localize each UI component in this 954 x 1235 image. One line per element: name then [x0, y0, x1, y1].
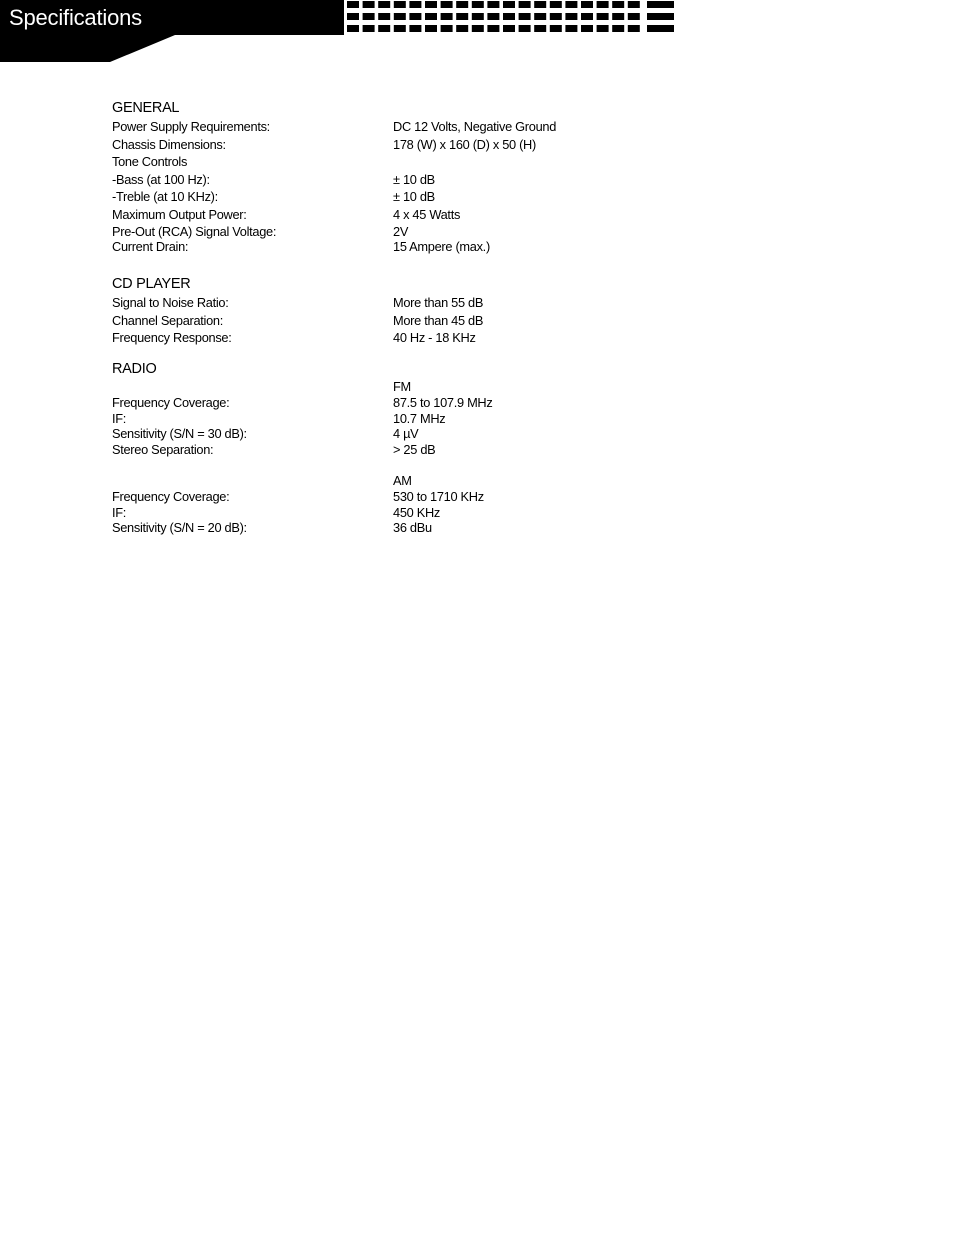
header-grid-square	[378, 1, 390, 8]
spec-label: -Bass (at 100 Hz):	[112, 171, 210, 187]
header-grid-square	[441, 13, 453, 20]
header-grid-square	[519, 1, 531, 8]
header-grid-square	[456, 13, 468, 20]
spec-label: Sensitivity (S/N = 30 dB):	[112, 426, 247, 442]
spec-label: Frequency Coverage:	[112, 394, 230, 410]
header-grid-square	[425, 13, 437, 20]
header-grid-square	[487, 13, 499, 20]
header-grid-square	[628, 1, 640, 8]
header-grid-square	[425, 25, 437, 32]
spec-value: 450 KHz	[393, 504, 440, 520]
header-grid-square	[628, 25, 640, 32]
spec-row	[112, 520, 812, 536]
header-grid-square	[487, 25, 499, 32]
header-grid-square	[347, 13, 359, 20]
spec-label: Current Drain:	[112, 239, 189, 255]
spec-value: ± 10 dB	[393, 171, 435, 187]
header-grid-square	[612, 1, 624, 8]
header-grid-square	[441, 25, 453, 32]
header-bar	[0, 0, 954, 62]
spec-row	[112, 442, 812, 458]
spec-row	[112, 188, 812, 206]
spacer	[112, 458, 812, 473]
header-grid-square	[394, 1, 406, 8]
spec-row	[112, 136, 812, 154]
spec-value: 4 µV	[393, 426, 419, 442]
header-grid-square	[534, 13, 546, 20]
band-label-am: AM	[393, 472, 412, 488]
header-grid-square	[550, 25, 562, 32]
header-grid-square	[581, 25, 593, 32]
spec-value: 4 x 45 Watts	[393, 206, 461, 222]
header-grid-square	[378, 13, 390, 20]
header-grid-square	[456, 1, 468, 8]
header-grid-square	[409, 1, 421, 8]
specifications-list	[112, 99, 812, 536]
spec-label: Frequency Coverage:	[112, 488, 230, 504]
header-grid-square	[519, 13, 531, 20]
header-grid-square	[503, 25, 515, 32]
spec-row	[112, 505, 812, 521]
band-label-fm: FM	[393, 378, 411, 394]
header-grid-square	[534, 25, 546, 32]
spec-label: Power Supply Requirements:	[112, 119, 270, 134]
header-grid-square	[472, 1, 484, 8]
spec-label: Signal to Noise Ratio:	[112, 295, 229, 311]
header-grid-square	[519, 25, 531, 32]
header-grid-bar	[647, 1, 674, 8]
header-grid-square	[441, 1, 453, 8]
spec-label: -Treble (at 10 KHz):	[112, 189, 218, 205]
header-grid-square	[394, 13, 406, 20]
spec-label: Maximum Output Power:	[112, 206, 247, 222]
header-grid-square	[456, 25, 468, 32]
spec-row	[112, 224, 812, 240]
spec-value: > 25 dB	[393, 442, 436, 458]
spec-row	[112, 411, 812, 427]
spec-row	[112, 489, 812, 505]
spacer	[112, 255, 812, 275]
spec-value: 87.5 to 107.9 MHz	[393, 394, 493, 410]
spec-label: Channel Separation:	[112, 312, 223, 328]
spec-row	[112, 329, 812, 347]
spec-row	[112, 153, 812, 171]
header-grid-square	[565, 13, 577, 20]
spec-row	[112, 171, 812, 189]
spec-label: Tone Controls	[112, 154, 188, 170]
spec-value: 178 (W) x 160 (D) x 50 (H)	[393, 136, 536, 152]
header-grid-pattern	[347, 1, 674, 32]
spec-label: IF:	[112, 410, 127, 426]
header-grid-square	[409, 25, 421, 32]
header-grid-square	[581, 1, 593, 8]
spec-row	[112, 312, 812, 330]
header-grid-square	[597, 25, 609, 32]
header-grid-square	[378, 25, 390, 32]
header-grid-square	[363, 25, 375, 32]
spec-value: 36 dBu	[393, 520, 432, 536]
spec-value: 40 Hz - 18 KHz	[393, 330, 476, 346]
spec-row	[112, 118, 812, 136]
header-grid-square	[409, 13, 421, 20]
band-row	[112, 379, 812, 395]
spec-label: IF:	[112, 504, 127, 520]
header-grid-square	[347, 1, 359, 8]
header-graphic	[0, 0, 954, 62]
spec-row	[112, 239, 812, 255]
spec-value: 530 to 1710 KHz	[393, 488, 484, 504]
header-grid-square	[550, 1, 562, 8]
header-grid-square	[363, 13, 375, 20]
spec-row	[112, 294, 812, 312]
section-title-radio: RADIO	[112, 360, 157, 377]
header-grid-square	[472, 25, 484, 32]
spec-value: ± 10 dB	[393, 189, 435, 205]
header-grid-square	[550, 13, 562, 20]
page-title: Specifications	[9, 5, 142, 30]
header-grid-square	[472, 13, 484, 20]
spec-value: 2V	[393, 223, 409, 239]
spec-row	[112, 206, 812, 224]
header-grid-square	[597, 13, 609, 20]
header-grid-square	[565, 1, 577, 8]
header-grid-bar	[647, 25, 674, 32]
header-grid-square	[503, 1, 515, 8]
band-row	[112, 473, 812, 489]
spec-value: More than 45 dB	[393, 312, 484, 328]
spacer	[112, 347, 812, 360]
header-grid-square	[394, 25, 406, 32]
header-grid-square	[565, 25, 577, 32]
header-grid-square	[597, 1, 609, 8]
section-title-cd-player: CD PLAYER	[112, 276, 191, 293]
header-grid-square	[612, 13, 624, 20]
header-grid-square	[534, 1, 546, 8]
section-cd-player	[112, 275, 812, 347]
spec-label: Stereo Separation:	[112, 442, 214, 458]
section-title-general: GENERAL	[112, 100, 180, 116]
spec-value: 15 Ampere (max.)	[393, 239, 490, 255]
header-grid-square	[628, 13, 640, 20]
spec-label: Pre-Out (RCA) Signal Voltage:	[112, 223, 277, 239]
header-grid-square	[581, 13, 593, 20]
header-grid-square	[363, 1, 375, 8]
spec-row	[112, 426, 812, 442]
spec-row	[112, 395, 812, 411]
header-grid-square	[503, 13, 515, 20]
spec-label: Sensitivity (S/N = 20 dB):	[112, 520, 247, 536]
header-grid-square	[347, 25, 359, 32]
header-grid-square	[487, 1, 499, 8]
section-general	[112, 99, 812, 255]
spec-label: Chassis Dimensions:	[112, 136, 226, 152]
spec-label: Frequency Response:	[112, 330, 232, 346]
spec-value: More than 55 dB	[393, 295, 484, 311]
spec-value: 10.7 MHz	[393, 410, 446, 426]
header-grid-bar	[647, 13, 674, 20]
section-radio	[112, 360, 812, 536]
header-grid-square	[612, 25, 624, 32]
spec-value: DC 12 Volts, Negative Ground	[393, 119, 557, 134]
header-grid-square	[425, 1, 437, 8]
